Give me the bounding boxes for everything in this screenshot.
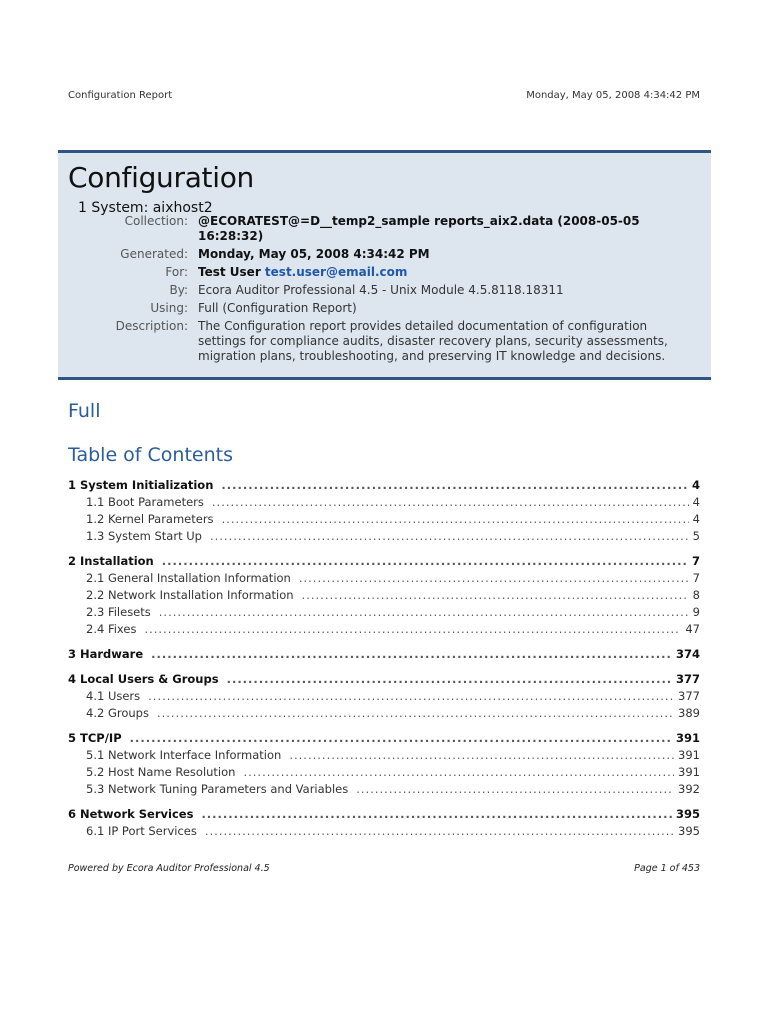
toc-leader-dots xyxy=(144,622,681,636)
toc-entry[interactable] xyxy=(68,689,700,706)
toc-entry-text: 2.3 Filesets xyxy=(86,605,151,619)
toc-entry[interactable] xyxy=(68,782,700,799)
generated-value: Monday, May 05, 2008 4:34:42 PM xyxy=(198,247,430,261)
toc-leader-dots xyxy=(151,647,672,661)
toc-entry-text: 2.4 Fixes xyxy=(86,622,137,636)
toc-entry-text: 1.2 Kernel Parameters xyxy=(86,512,214,526)
toc-entry-text: 5.3 Network Tuning Parameters and Variables xyxy=(86,782,349,796)
toc-entry[interactable] xyxy=(68,748,700,765)
toc-leader-dots xyxy=(159,605,689,619)
toc-page-number: 377 xyxy=(678,689,700,703)
toc-page-number: 9 xyxy=(692,605,700,619)
toc-page-number: 389 xyxy=(678,706,700,720)
toc-leader-dots xyxy=(227,672,672,686)
configuration-title: Configuration xyxy=(68,161,254,194)
toc-entry-text: 1.1 Boot Parameters xyxy=(86,495,204,509)
toc-entry[interactable] xyxy=(68,622,700,639)
toc-page-number: 395 xyxy=(678,824,700,838)
toc-leader-dots xyxy=(205,824,674,838)
toc-entry-text: 1.3 System Start Up xyxy=(86,529,202,543)
toc-entry-text: 4.1 Users xyxy=(86,689,141,703)
toc-leader-dots xyxy=(243,765,674,779)
toc-entry[interactable] xyxy=(68,605,700,622)
meta-row-collection xyxy=(58,214,711,244)
toc-page-number: 47 xyxy=(685,622,700,636)
collection-label: Collection: xyxy=(124,214,188,228)
toc-entry-text: 5.1 Network Interface Information xyxy=(86,748,282,762)
toc-leader-dots xyxy=(162,554,688,568)
toc-page-number: 7 xyxy=(691,554,700,568)
toc-leader-dots xyxy=(302,588,689,602)
meta-row-by xyxy=(58,283,711,298)
by-value: Ecora Auditor Professional 4.5 - Unix Module 4.5.8118.18311 xyxy=(198,283,564,297)
system-line: 1 System: aixhost2 xyxy=(78,200,213,216)
toc-leader-dots xyxy=(356,782,674,796)
meta-row-generated xyxy=(58,247,711,262)
toc-entry-text: 2.2 Network Installation Information xyxy=(86,588,294,602)
toc-entry-text: 5.2 Host Name Resolution xyxy=(86,765,236,779)
footer-powered-by: Powered by Ecora Auditor Professional 4.5 xyxy=(68,863,270,874)
for-value xyxy=(198,265,698,280)
toc-page-number: 377 xyxy=(675,672,700,686)
collection-value: @ECORATEST@=D__temp2_sample reports_aix2.data (2008-05-05 16:28:32) xyxy=(198,214,640,243)
toc-entry-text: 4.2 Groups xyxy=(86,706,149,720)
toc-entry[interactable] xyxy=(68,529,700,546)
toc-page-number: 395 xyxy=(675,807,700,821)
toc-entry[interactable] xyxy=(68,478,700,495)
toc-entry[interactable] xyxy=(68,672,700,689)
toc-entry-text: 6.1 IP Port Services xyxy=(86,824,197,838)
toc-page-number: 4 xyxy=(692,512,700,526)
for-name: Test User xyxy=(198,265,261,279)
toc-entry[interactable] xyxy=(68,706,700,723)
footer-page-count: Page 1 of 453 xyxy=(634,863,700,874)
email-link[interactable]: test.user@email.com xyxy=(264,265,408,279)
using-value: Full (Configuration Report) xyxy=(198,301,357,315)
toc-page-number: 374 xyxy=(675,647,700,661)
generated-label: Generated: xyxy=(120,247,188,261)
toc-page-number: 392 xyxy=(678,782,700,796)
toc-entry[interactable] xyxy=(68,571,700,588)
toc-page-number: 5 xyxy=(692,529,700,543)
toc-leader-dots xyxy=(222,512,689,526)
toc-leader-dots xyxy=(201,807,672,821)
toc-entry-text: 3 Hardware xyxy=(68,647,144,661)
toc-entry[interactable] xyxy=(68,512,700,529)
by-label: By: xyxy=(169,283,188,297)
page-footer xyxy=(68,863,700,874)
using-label: Using: xyxy=(150,301,188,315)
toc-entry[interactable] xyxy=(68,554,700,571)
toc-page-number: 8 xyxy=(692,588,700,602)
toc-leader-dots xyxy=(148,689,674,703)
toc-page-number: 4 xyxy=(691,478,700,492)
toc-entry-text: 6 Network Services xyxy=(68,807,194,821)
toc-entry-text: 1 System Initialization xyxy=(68,478,214,492)
toc-entry-text: 2.1 General Installation Information xyxy=(86,571,291,585)
toc-entry[interactable] xyxy=(68,824,700,841)
meta-row-for xyxy=(58,265,711,280)
report-metadata xyxy=(58,214,711,367)
toc-page-number: 391 xyxy=(678,748,700,762)
toc-entry-text: 5 TCP/IP xyxy=(68,731,122,745)
page-header xyxy=(68,90,700,101)
for-label: For: xyxy=(165,265,188,279)
toc-leader-dots xyxy=(130,731,672,745)
toc-page-number: 391 xyxy=(678,765,700,779)
toc-heading: Table of Contents xyxy=(68,444,233,466)
toc-entry[interactable] xyxy=(68,807,700,824)
header-report-name: Configuration Report xyxy=(68,90,173,101)
toc-leader-dots xyxy=(299,571,689,585)
configuration-summary-box xyxy=(58,150,711,380)
section-heading-full: Full xyxy=(68,400,101,422)
toc-entry-text: 4 Local Users & Groups xyxy=(68,672,219,686)
toc-entry[interactable] xyxy=(68,731,700,748)
description-label: Description: xyxy=(115,319,188,333)
toc-leader-dots xyxy=(221,478,688,492)
toc-entry[interactable] xyxy=(68,495,700,512)
toc-entry[interactable] xyxy=(68,588,700,605)
header-timestamp: Monday, May 05, 2008 4:34:42 PM xyxy=(526,90,700,101)
toc-page-number: 4 xyxy=(692,495,700,509)
table-of-contents xyxy=(68,478,700,841)
toc-page-number: 391 xyxy=(675,731,700,745)
toc-leader-dots xyxy=(210,529,689,543)
toc-leader-dots xyxy=(212,495,689,509)
toc-entry[interactable] xyxy=(68,765,700,782)
toc-leader-dots xyxy=(289,748,674,762)
toc-page-number: 7 xyxy=(692,571,700,585)
description-value: The Configuration report provides detailed documentation of configuration settings for compliance audits, disaster recovery plans, security assessments, migration plans, troubleshooting, and preserving IT knowledge and decisions. xyxy=(198,319,668,363)
toc-entry[interactable] xyxy=(68,647,700,664)
meta-row-using xyxy=(58,301,711,316)
toc-entry-text: 2 Installation xyxy=(68,554,154,568)
meta-row-description xyxy=(58,319,711,364)
toc-leader-dots xyxy=(157,706,674,720)
